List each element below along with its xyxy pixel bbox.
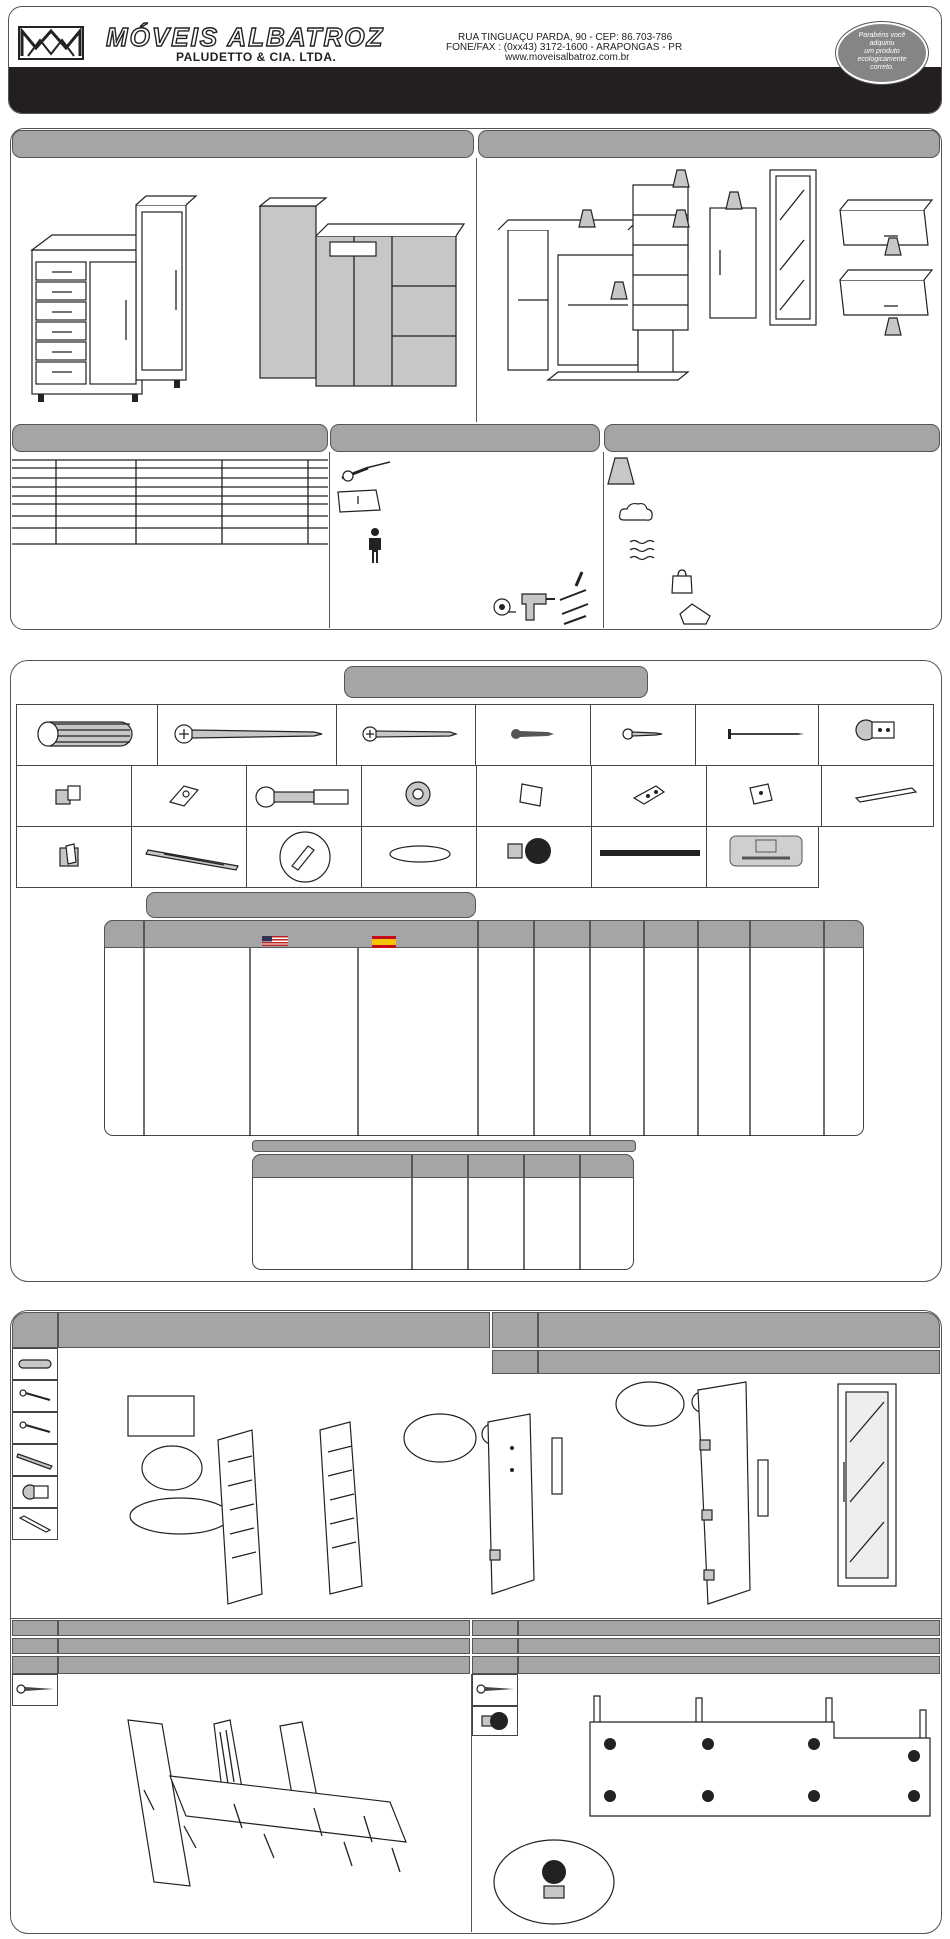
bag-icon [670,568,694,594]
exploded-header [478,130,940,158]
secondary-col-header [580,1154,634,1178]
dowel-icon [34,718,134,750]
step-number-box [472,1638,518,1654]
care-header [604,424,940,452]
step-title-bar [58,1312,490,1348]
weight-icon [606,456,636,486]
hinge-icon [850,710,898,756]
tape-measure-icon [492,596,516,618]
nail-icon [726,728,806,740]
step-title-bar [518,1638,940,1654]
step-number-box [492,1312,538,1348]
parts-col-header [590,920,644,948]
secondary-col-header [412,1154,468,1178]
parts-col-header [750,920,824,948]
screw-icon [16,1682,56,1696]
tools-header [330,424,600,452]
flag-es-icon [372,936,396,948]
section-divider [603,452,604,628]
mirror-clip-icon [278,830,332,884]
step-title-bar [58,1638,470,1654]
carcass-assembly-drawing [124,1716,424,1916]
parts-col-header [104,920,144,948]
person-icon [366,528,384,564]
website-line: www.moveisalbatroz.com.br [505,52,630,63]
step-number-box [12,1620,58,1636]
rail-icon [18,1514,52,1534]
secondary-table-header [252,1140,636,1152]
step-title-bar [538,1350,940,1374]
screw-icon [338,458,394,484]
brand-name: MÓVEIS ALBATROZ [106,22,385,52]
heat-icon [626,536,656,566]
drawer-slide-assembly-drawing [124,1392,394,1612]
screwdriver-icon [556,570,596,626]
badge-line: adquiriu [869,40,895,47]
secondary-table-lines [252,1178,634,1270]
dowel-icon [18,1358,52,1370]
parts-col-header [698,920,750,948]
brand-tag-icon [728,834,804,868]
short-screw-icon [510,726,554,742]
step-number-box [12,1638,58,1654]
eco-badge [836,22,928,84]
strip-icon [598,848,702,860]
step-title-bar [58,1620,470,1636]
logo-icon [18,26,84,60]
cam-bolt-icon [254,784,354,810]
badge-line: um produto [864,48,900,55]
cabinet-back-drawing [254,196,464,396]
weight-icon [884,236,902,256]
phone-line: FONE/FAX : (0xx43) 3172-1600 - ARAPONGAS - PR [446,42,683,53]
base-feet-drawing [494,1692,930,1932]
step-number-box [472,1656,518,1674]
badge-line: correto. [870,64,894,71]
parts-table-lines [104,948,864,1136]
weight-icon [884,316,902,336]
parts-col-header [144,920,478,948]
hardware-header [344,666,648,698]
cam-lock-icon [404,780,432,808]
parts-col-header [824,920,864,948]
drawer-slide-icon [16,1450,54,1470]
shoe-icon [678,600,712,626]
weight-icon [610,280,628,300]
step-number-box [492,1350,538,1374]
parts-col-header [534,920,590,948]
corner-plate-icon [746,780,776,806]
header-band [9,67,941,113]
assembled-header [12,130,474,158]
step-title-bar [518,1656,940,1674]
weight-icon [578,208,596,228]
step-number-box [472,1620,518,1636]
company-name: PALUDETTO & CIA. LTDA. [176,50,337,64]
cabinet-front-drawing [24,190,234,410]
step-title-bar [518,1620,940,1636]
shelf-support-icon [52,782,84,810]
screw-icon [18,1420,52,1436]
mirror-door-drawing [614,1380,764,1610]
parts-col-header [478,920,534,948]
exploded-view-drawing [488,160,938,410]
section-divider [10,1618,942,1619]
drawer-slide-icon [144,844,244,872]
section-divider [476,158,477,422]
parts-col-header [644,920,698,948]
door-hinge-drawing [402,1410,582,1600]
flag-us-icon [262,936,288,946]
handle-icon [56,842,84,872]
step-title-bar [538,1312,940,1348]
badge-line: ecologicamente [857,56,907,63]
long-screw-icon [174,722,324,746]
glass-felt-icon [388,842,452,866]
cloud-icon [618,500,654,524]
bracket-icon [630,780,670,808]
step-title-bar [58,1656,470,1674]
cap-icon [516,780,546,810]
step-number-box [12,1312,58,1348]
secondary-col-header [468,1154,524,1178]
weight-icon [672,168,690,188]
badge-line: Parabéns você [858,32,906,39]
drill-icon [520,588,556,624]
address-line: RUA TINGUAÇU PARDA, 90 - CEP: 86.703-786 [458,32,673,43]
secondary-col-header [524,1154,580,1178]
rail-icon [854,786,918,806]
screw-icon [362,724,458,744]
hinge-icon [20,1480,50,1504]
box-icon [336,488,382,514]
weight-icon [672,208,690,228]
weight-icon [725,190,743,210]
dimensions-table [12,452,328,552]
small-screw-icon [622,726,662,742]
secondary-col-header [252,1154,412,1178]
step-number-box [12,1656,58,1674]
mirror-panel-drawing [836,1382,898,1588]
dimensions-header [12,424,328,452]
foot-icon [504,834,558,868]
parts-list-header [146,892,476,918]
clip-icon [164,780,204,810]
screw-icon [18,1388,52,1404]
section-divider [329,452,330,628]
